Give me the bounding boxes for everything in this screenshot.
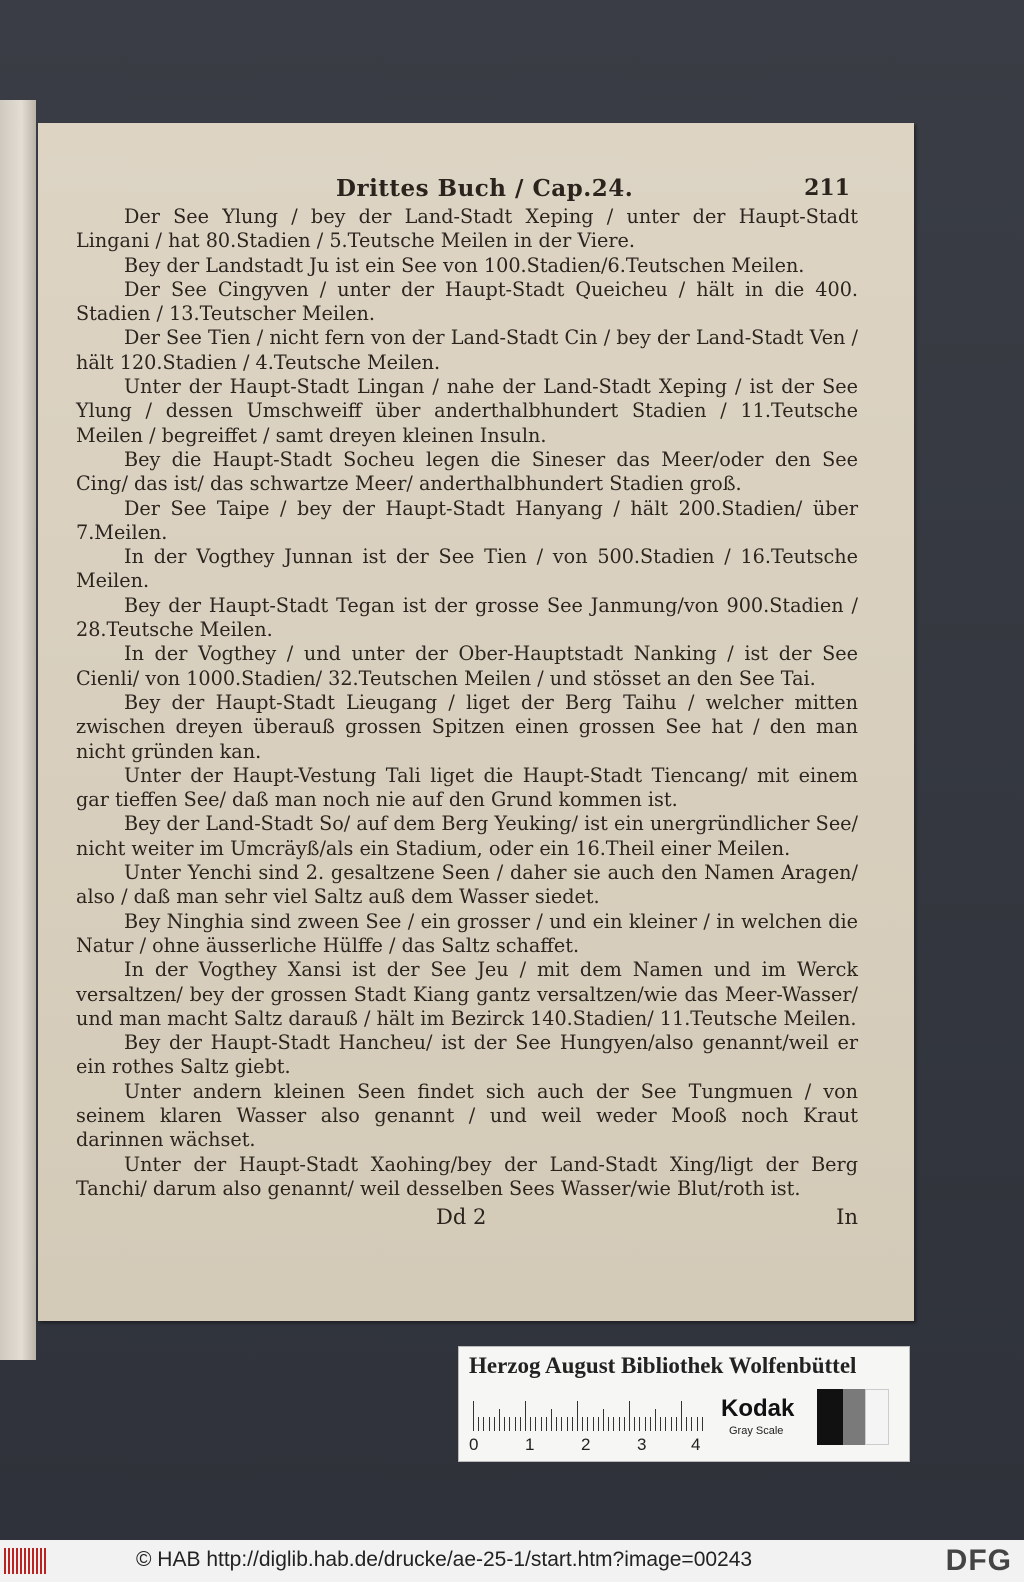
paragraph: Unter der Haupt-Stadt Lingan / nahe der Land-Stadt Xeping / ist der See Ylung / dessen Umschweiff über anderthalbhundert Stadien / 11.Teutsche Meilen / begreiffet / samt dreyen kleinen Insuln.: [76, 375, 858, 447]
running-title: Drittes Buch / Cap.24.: [336, 175, 634, 202]
body-text: [76, 205, 858, 1201]
page-content: [76, 175, 858, 1233]
ruler-tick: [697, 1417, 698, 1431]
paragraph: Der See Tien / nicht fern von der Land-Stadt Cin / bey der Land-Stadt Ven / hält 120.Stadien / 4.Teutsche Meilen.: [76, 326, 858, 374]
ruler-tick: [598, 1417, 599, 1431]
paragraph: Der See Taipe / bey der Haupt-Stadt Hanyang / hält 200.Stadien/ über 7.Meilen.: [76, 496, 858, 544]
ruler-tick: [624, 1417, 625, 1431]
ruler-tick: [629, 1401, 630, 1431]
barcode-icon: [4, 1548, 46, 1574]
paragraph: Der See Ylung / bey der Land-Stadt Xeping / unter der Haupt-Stadt Lingani / hat 80.Stadien / 5.Teutsche Meilen in der Viere.: [76, 205, 858, 253]
paragraph: Bey die Haupt-Stadt Socheu legen die Sineser das Meer/oder den See Cing/ das ist/ das schwartze Meer/ anderthalbhundert Stadien groß.: [76, 447, 858, 496]
paragraph: Unter andern kleinen Seen findet sich auch der See Tungmuen / von seinem klaren Wasser also genannt / und weil weder Mooß noch Kraut darinnen wächset.: [76, 1079, 858, 1152]
ruler-tick: [473, 1401, 474, 1431]
ruler-tick: [587, 1417, 588, 1431]
ruler-tick: [572, 1417, 573, 1431]
book-page: [38, 123, 914, 1321]
paragraph: Bey der Haupt-Stadt Hancheu/ ist der See Hungyen/also genannt/weil er ein rothes Saltz giebt.: [76, 1031, 858, 1079]
paragraph: Bey der Haupt-Stadt Tegan ist der grosse See Janmung/von 900.Stadien / 28.Teutsche Meilen.: [76, 593, 858, 642]
ruler-tick: [504, 1417, 505, 1431]
paragraph: In der Vogthey Xansi ist der See Jeu / mit dem Namen und im Werck versaltzen/ bey der grossen Stadt Kiang gantz versaltzen/wie das Meer-Wasser/ und man macht Saltz darauß / hält im Bezirck 140.Stadien/ 11.Teutsche Meilen.: [76, 958, 858, 1030]
scale-ruler: [473, 1393, 705, 1431]
ruler-tick: [655, 1409, 656, 1431]
ruler-tick: [556, 1417, 557, 1431]
copyright-link[interactable]: © HAB http://diglib.hab.de/drucke/ae-25-1/start.htm?image=00243: [136, 1548, 753, 1571]
gray-scale-label: Gray Scale: [729, 1425, 784, 1437]
ruler-tick: [561, 1417, 562, 1431]
ruler-tick: [671, 1417, 672, 1431]
ruler-tick: [650, 1417, 651, 1431]
paragraph: In der Vogthey Junnan ist der See Tien / von 500.Stadien / 16.Teutsche Meilen.: [76, 545, 858, 593]
ruler-tick: [541, 1417, 542, 1431]
ruler-tick: [639, 1417, 640, 1431]
ruler-tick: [478, 1417, 479, 1431]
ruler-tick: [525, 1401, 526, 1431]
ruler-tick: [686, 1417, 687, 1431]
color-reference-card: [458, 1346, 910, 1462]
ruler-tick: [509, 1417, 510, 1431]
ruler-tick: [645, 1417, 646, 1431]
gray-swatch: [843, 1389, 865, 1445]
page-footer: [76, 1205, 858, 1233]
ruler-tick: [665, 1417, 666, 1431]
scale-number: 0: [469, 1435, 479, 1454]
ruler-tick: [489, 1417, 490, 1431]
scale-number: 2: [581, 1435, 591, 1454]
page-number: 211: [804, 175, 850, 201]
ruler-tick: [582, 1417, 583, 1431]
scale-number: 4: [691, 1435, 701, 1454]
ruler-tick: [520, 1417, 521, 1431]
scale-number: 1: [525, 1435, 535, 1454]
paragraph: Der See Cingyven / unter der Haupt-Stadt Queicheu / hält in die 400. Stadien / 13.Teutscher Meilen.: [76, 277, 858, 326]
ruler-tick: [691, 1417, 692, 1431]
ruler-tick: [577, 1401, 578, 1431]
ruler-tick: [608, 1417, 609, 1431]
ruler-tick: [499, 1409, 500, 1431]
facing-page-edge: [0, 100, 36, 1360]
ruler-tick: [613, 1417, 614, 1431]
running-head: [76, 175, 858, 205]
ruler-tick: [546, 1417, 547, 1431]
ruler-tick: [702, 1417, 703, 1431]
scale-number: 3: [637, 1435, 647, 1454]
paragraph: Bey der Haupt-Stadt Lieugang / liget der Berg Taihu / welcher mitten zwischen dreyen überauß grossen Spitzen einen grossen See hat / den man nicht gründen kan.: [76, 690, 858, 763]
ruler-tick: [483, 1417, 484, 1431]
ruler-tick: [530, 1417, 531, 1431]
ruler-tick: [660, 1417, 661, 1431]
paragraph: Unter der Haupt-Stadt Xaohing/bey der Land-Stadt Xing/ligt der Berg Tanchi/ darum also genannt/ weil desselben Sees Wasser/wie Blut/roth ist.: [76, 1152, 858, 1200]
signature-mark: Dd 2: [436, 1205, 487, 1230]
black-swatch: [817, 1389, 843, 1445]
ruler-tick: [619, 1417, 620, 1431]
paragraph: Bey der Land-Stadt So/ auf dem Berg Yeuking/ ist ein unergründlicher See/ nicht weiter im Umcräyß/als ein Stadium, oder ein 16.Theil einer Meilen.: [76, 812, 858, 860]
catchword: In: [836, 1205, 858, 1230]
paragraph: Bey der Landstadt Ju ist ein See von 100.Stadien/6.Teutschen Meilen.: [124, 253, 805, 277]
ruler-tick: [603, 1409, 604, 1431]
ruler-tick: [567, 1417, 568, 1431]
ruler-tick: [515, 1417, 516, 1431]
dfg-logo: DFG: [945, 1544, 1012, 1577]
ruler-tick: [535, 1417, 536, 1431]
paragraph: In der Vogthey / und unter der Ober-Hauptstadt Nanking / ist der See Cienli/ von 1000.Stadien/ 32.Teutschen Meilen / und stösset an den See Tai.: [76, 642, 858, 690]
white-swatch: [865, 1389, 889, 1445]
paragraph: Unter Yenchi sind 2. gesaltzene Seen / daher sie auch den Namen Aragen/ also / daß man sehr viel Saltz auß dem Wasser siedet.: [76, 861, 858, 909]
paragraph: Bey Ninghia sind zween See / ein grosser / und ein kleiner / in welchen die Natur / ohne äusserliche Hülffe / das Saltz schaffet.: [76, 909, 858, 957]
ruler-tick: [593, 1417, 594, 1431]
kodak-logo: Kodak: [721, 1395, 795, 1422]
paragraph: Unter der Haupt-Vestung Tali liget die Haupt-Stadt Tiencang/ mit einem gar tieffen See/ daß man noch nie auf den Grund kommen ist.: [76, 763, 858, 812]
ruler-tick: [634, 1417, 635, 1431]
ruler-tick: [551, 1409, 552, 1431]
ruler-tick: [676, 1417, 677, 1431]
footer-bar: [0, 1540, 1024, 1582]
ruler-tick: [494, 1417, 495, 1431]
library-name: Herzog August Bibliothek Wolfenbüttel: [469, 1353, 857, 1378]
ruler-tick: [681, 1401, 682, 1431]
